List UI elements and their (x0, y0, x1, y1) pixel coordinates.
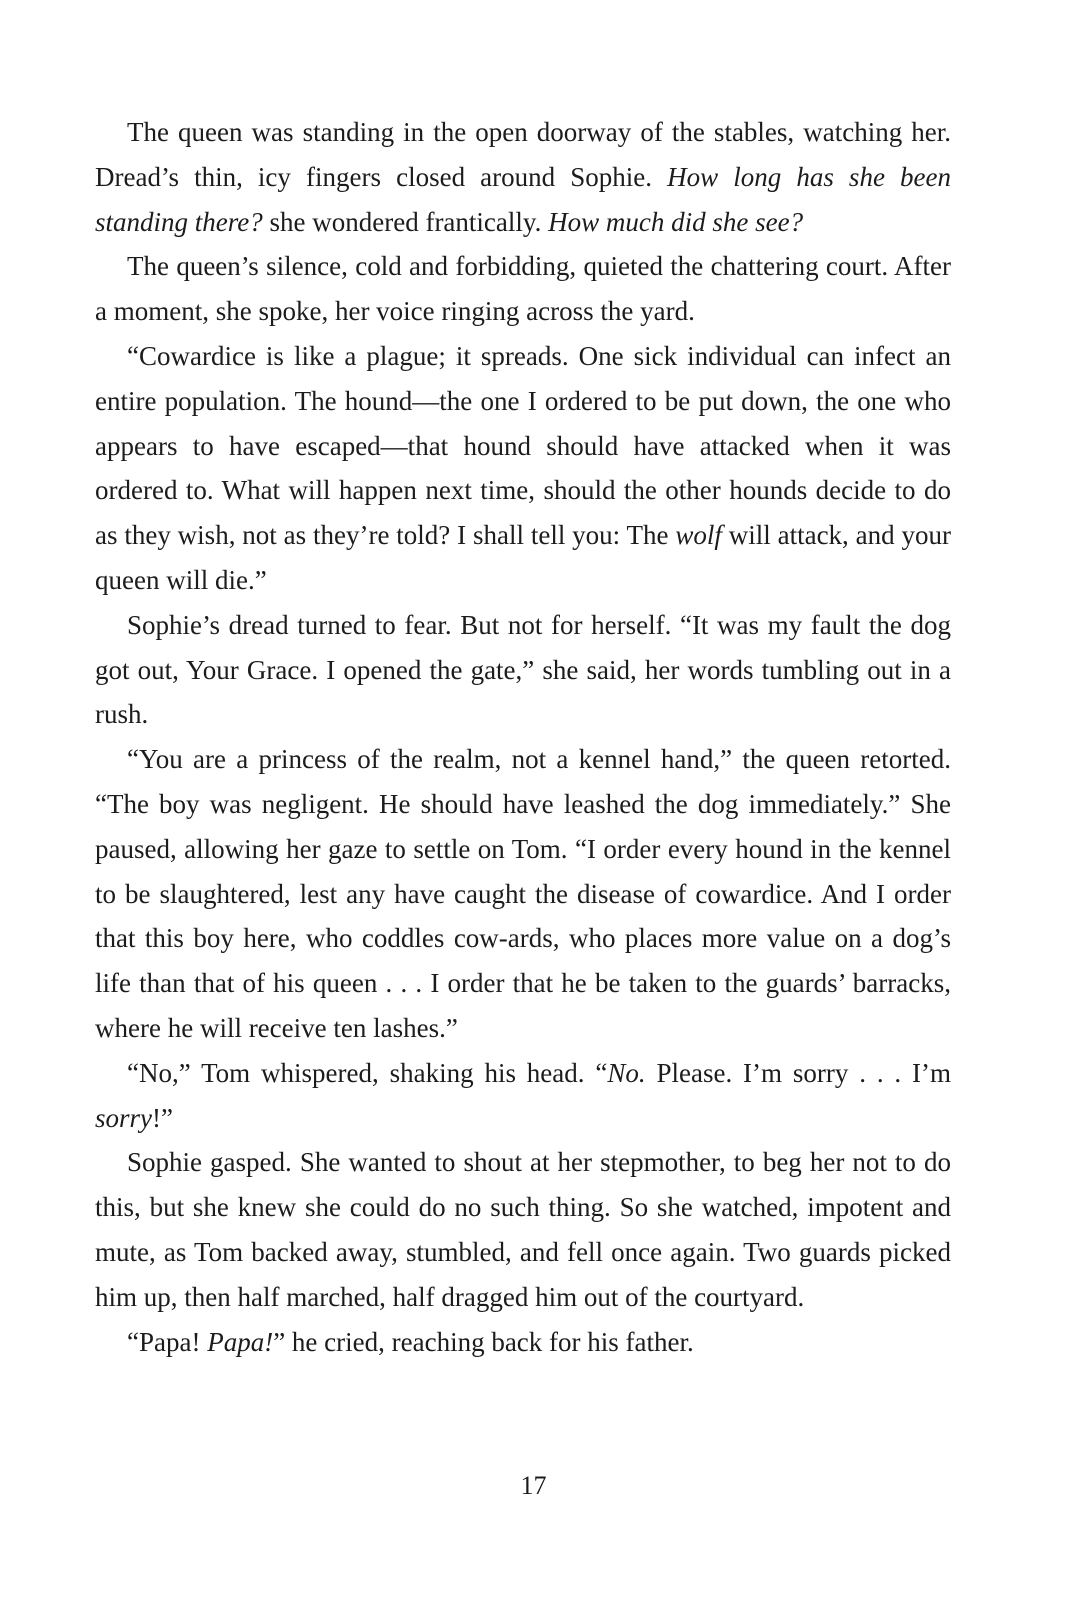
text-run: “No,” Tom whispered, shaking his head. “ (127, 1057, 608, 1088)
text-run: The queen was standing in the open doorway of the stables, watching her. Dread’s thin, icy fingers closed around Sophie. (95, 117, 951, 192)
paragraph (95, 1140, 951, 1319)
text-run: “You are a princess of the realm, not a kennel hand,” the queen retorted. “The boy was negligent. He should have leashed the dog immediately.” She paused, allowing her gaze to settle on Tom. “I order every hound in the kennel to be slaughtered, lest any have caught the disease of cowardice. And I order that this boy here, who coddles cow‑ards, who places more value on a dog’s life than that of his queen . . . I order that he be taken to the guards’ barracks, where he will receive ten lashes.” (95, 744, 951, 1043)
italic-text-run: sorry (95, 1102, 153, 1133)
text-run: ” he cried, reaching back for his father. (273, 1326, 694, 1357)
paragraph (95, 737, 951, 1051)
text-run: Sophie’s dread turned to fear. But not for herself. “It was my fault the dog got out, Your Grace. I opened the gate,” she said, her words tumbling out in a rush. (95, 609, 951, 730)
paragraph (95, 334, 951, 603)
text-run: will attack, and your queen will die.” (95, 520, 951, 595)
text-run: Please. I’m sorry . . . I’m (645, 1057, 951, 1088)
text-run: The queen’s silence, cold and forbidding, quieted the chattering court. After a moment, she spoke, her voice ringing across the yard. (95, 251, 951, 327)
paragraph (95, 110, 951, 244)
italic-text-run: Papa! (207, 1326, 274, 1357)
book-page-body (95, 110, 951, 1364)
paragraph (95, 244, 951, 334)
text-run: she wondered frantically. (262, 206, 549, 237)
paragraph (95, 1051, 951, 1141)
text-run: “Cowardice is like a plague; it spreads. One sick individual can infect an entire population. The hound—the one I ordered to be put down, the one who appears to have escaped—that hound should have attacked when it was ordered to. What will happen next time, should the other hounds decide to do as they wish, not as they’re told? I shall tell you: The (95, 340, 951, 551)
paragraph (95, 1320, 951, 1365)
italic-text-run: How long has she been standing there? (95, 161, 951, 237)
paragraph (95, 603, 951, 737)
page-number: 17 (520, 1471, 547, 1500)
text-run: “Papa! (127, 1326, 208, 1357)
italic-text-run: wolf (675, 520, 722, 551)
italic-text-run: No. (607, 1057, 646, 1088)
italic-text-run: How much did she see? (548, 206, 804, 237)
text-run: !” (152, 1102, 173, 1133)
text-run: Sophie gasped. She wanted to shout at her stepmother, to beg her not to do this, but she knew she could do no such thing. So she watched, impotent and mute, as Tom backed away, stumbled, and fell once again. Two guards picked him up, then half marched, half dragged him out of the courtyard. (95, 1147, 951, 1312)
